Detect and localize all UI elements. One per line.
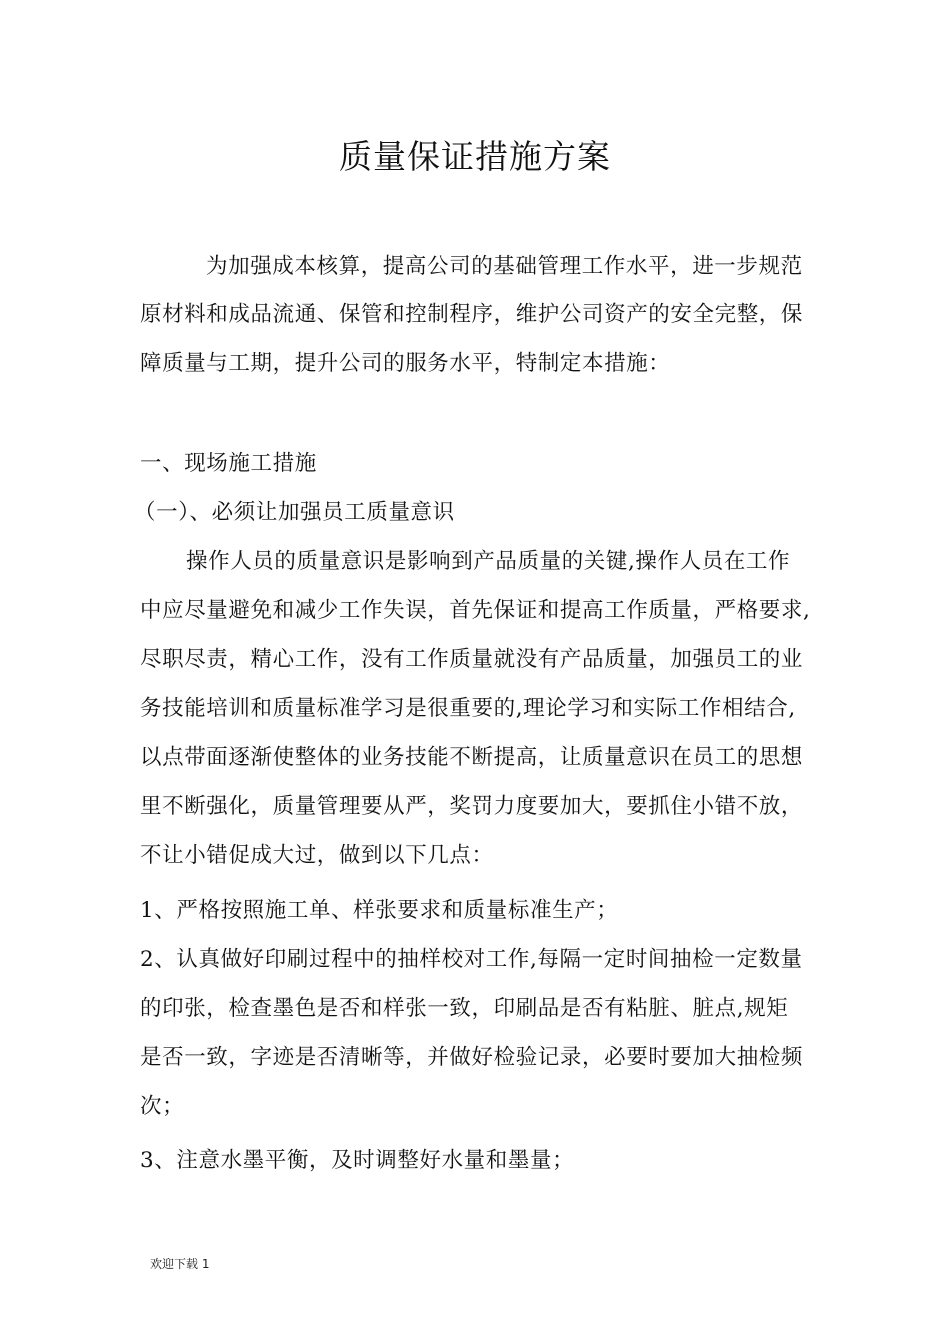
paragraph-line-2: 中应尽量避免和减少工作失误，首先保证和提高工作质量，严格要求, — [140, 598, 811, 623]
list-item-3: 3、注意水墨平衡，及时调整好水量和墨量； — [140, 1148, 575, 1173]
intro-line-2: 原材料和成品流通、保管和控制程序，维护公司资产的安全完整，保 — [140, 302, 804, 327]
list-item-2-line-4: 次； — [140, 1094, 185, 1119]
paragraph-line-6: 里不断强化，质量管理要从严，奖罚力度要加大，要抓住小错不放， — [140, 794, 804, 819]
list-item-2-line-1: 2、认真做好印刷过程中的抽样校对工作,每隔一定时间抽检一定数量 — [140, 947, 803, 972]
paragraph-line-5: 以点带面逐渐使整体的业务技能不断提高，让质量意识在员工的思想 — [140, 745, 804, 770]
list-item-2-line-3: 是否一致，字迹是否清晰等，并做好检验记录，必要时要加大抽检频 — [140, 1045, 804, 1070]
intro-line-1: 为加强成本核算，提高公司的基础管理工作水平，进一步规范 — [206, 254, 803, 279]
section-heading: 一、现场施工措施 — [140, 451, 317, 476]
paragraph-line-1: 操作人员的质量意识是影响到产品质量的关键,操作人员在工作 — [186, 549, 791, 574]
paragraph-line-3: 尽职尽责，精心工作，没有工作质量就没有产品质量，加强员工的业 — [140, 647, 804, 672]
subsection-heading: （一）、必须让加强员工质量意识 — [134, 500, 455, 525]
paragraph-line-4: 务技能培训和质量标准学习是很重要的,理论学习和实际工作相结合, — [140, 696, 796, 721]
paragraph-line-7: 不让小错促成大过，做到以下几点： — [140, 843, 494, 868]
document-title: 质量保证措施方案 — [339, 137, 611, 176]
list-item-2-line-2: 的印张，检查墨色是否和样张一致，印刷品是否有粘脏、脏点,规矩 — [140, 996, 789, 1021]
intro-line-3: 障质量与工期，提升公司的服务水平，特制定本措施： — [140, 351, 671, 376]
list-item-1: 1、严格按照施工单、样张要求和质量标准生产； — [140, 898, 619, 923]
page-footer: 欢迎下载 1 — [150, 1257, 210, 1271]
